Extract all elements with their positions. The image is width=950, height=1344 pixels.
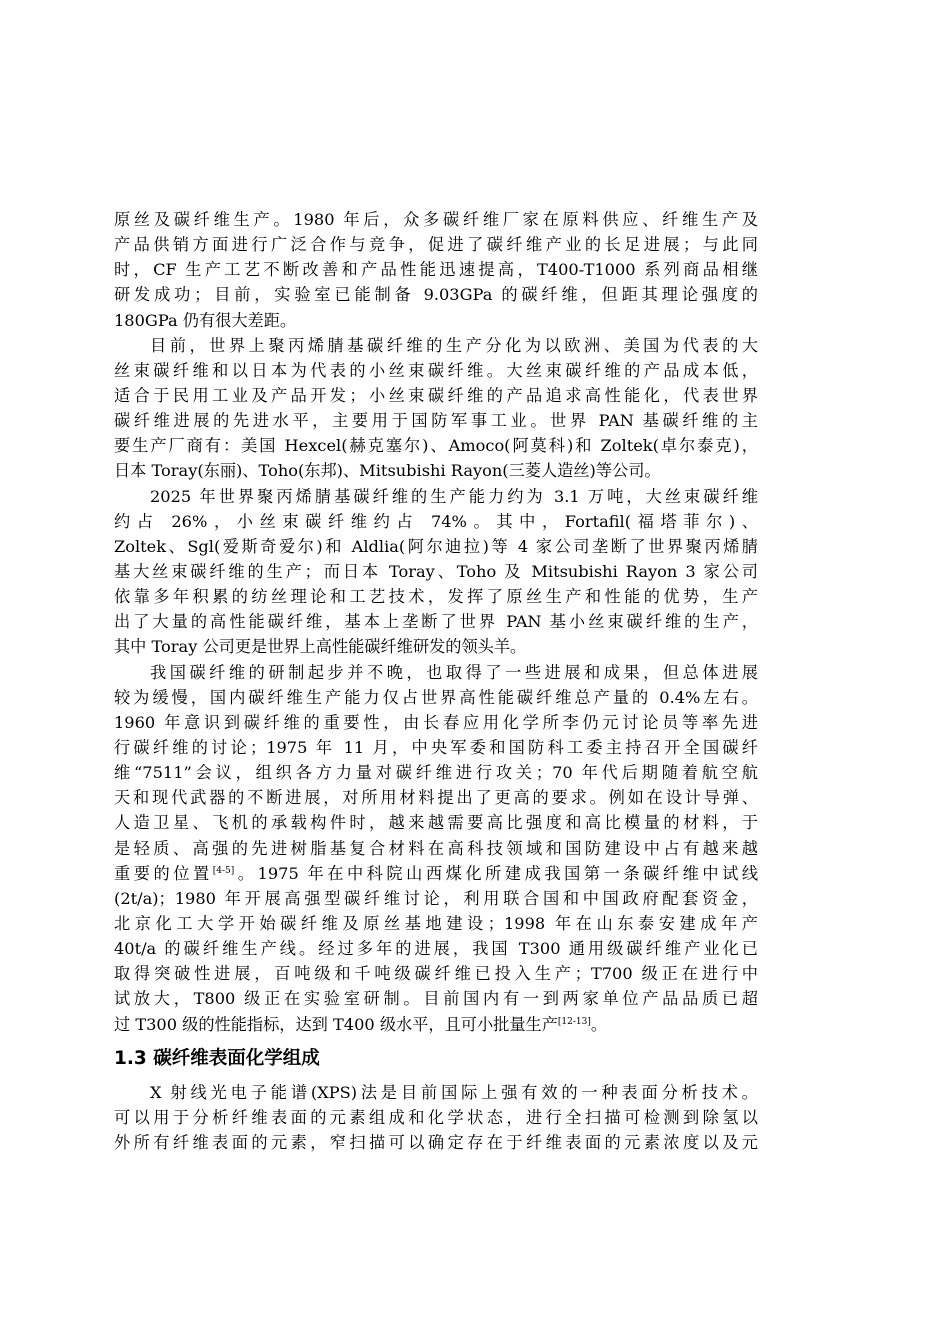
text-line: 时，CF 生产工艺不断改善和产品性能迅速提高，T400-T1000 系列商品相继 [114, 260, 758, 280]
text-line: 依靠多年积累的纺丝理论和工艺技术，发挥了原丝生产和性能的优势，生产 [114, 587, 758, 607]
text-line: 日本 Toray(东丽)、Toho(东邦)、Mitsubishi Rayon(三菱人造丝)等公司。 [114, 461, 661, 481]
text-line-with-citation [114, 861, 758, 886]
text-line: 外所有纤维表面的元素，窄扫描可以确定存在于纤维表面的元素浓度以及元 [114, 1132, 758, 1152]
text-line: 目前，世界上聚丙烯腈基碳纤维的生产分化为以欧洲、美国为代表的大 [150, 335, 758, 355]
text-line: X 射线光电子能谱(XPS)法是目前国际上强有效的一种表面分析技术。 [150, 1082, 758, 1102]
text-span: 过 T300 级的性能指标，达到 T400 级水平，且可小批量生产 [114, 1014, 558, 1034]
text-line: 基大丝束碳纤维的生产；而日本 Toray、Toho 及 Mitsubishi Rayon 3 家公司 [114, 561, 758, 581]
text-line: 产品供销方面进行广泛合作与竞争，促进了碳纤维产业的长足进展；与此同 [114, 235, 758, 255]
text-line: 维“7511”会议，组织各方力量对碳纤维进行攻关；70 年代后期随着航空航 [114, 763, 758, 783]
text-span: 重要的位置 [114, 863, 213, 883]
text-line: 碳纤维进展的先进水平，主要用于国防军事工业。世界 PAN 基碳纤维的主 [114, 411, 758, 431]
text-line: 试放大，T800 级正在实验室研制。目前国内有一到两家单位产品品质已超 [114, 989, 758, 1009]
paragraph-3 [114, 484, 758, 660]
text-line: (2t/a)；1980 年开展高强型碳纤维讨论，利用联合国和中国政府配套资金， [114, 888, 758, 908]
text-line: 人造卫星、飞机的承载构件时，越来越需要高比强度和高比模量的材料，于 [114, 813, 758, 833]
text-line: 原丝及碳纤维生产。1980 年后，众多碳纤维厂家在原料供应、纤维生产及 [114, 210, 758, 229]
text-line: 40t/a 的碳纤维生产线。经过多年的进展，我国 T300 通用级碳纤维产业化已 [114, 939, 758, 959]
text-line: 北京化工大学开始碳纤维及原丝基地建设；1998 年在山东泰安建成年产 [114, 913, 758, 933]
paragraph-1 [114, 207, 758, 333]
paragraph-2 [114, 333, 758, 484]
text-line: Zoltek、Sgl(爱斯奇爱尔)和 Aldlia(阿尔迪拉)等 4 家公司垄断了世界聚丙烯腈 [114, 536, 758, 556]
text-line: 其中 Toray 公司更是世界上高性能碳纤维研发的领头羊。 [114, 637, 527, 657]
text-span: 。1975 年在中科院山西煤化所建成我国第一条碳纤维中试线 [234, 863, 759, 883]
document-page [114, 207, 758, 1155]
text-line: 取得突破性进展，百吨级和千吨级碳纤维已投入生产；T700 级正在进行中 [114, 964, 758, 984]
text-line: 较为缓慢，国内碳纤维生产能力仅占世界高性能碳纤维总产量的 0.4%左右。 [114, 687, 758, 707]
text-line: 丝束碳纤维和以日本为代表的小丝束碳纤维。大丝束碳纤维的产品成本低， [114, 360, 758, 380]
text-span: 。 [590, 1014, 608, 1034]
text-line: 180GPa 仍有很大差距。 [114, 310, 297, 330]
paragraph-4 [114, 660, 758, 1037]
text-line: 是轻质、高强的先进树脂基复合材料在高科技领域和国防建设中占有越来越 [114, 838, 758, 858]
text-line: 我国碳纤维的研制起步并不晚，也取得了一些进展和成果，但总体进展 [150, 662, 758, 682]
text-line: 行碳纤维的讨论；1975 年 11 月，中央军委和国防科工委主持召开全国碳纤 [114, 737, 758, 757]
text-line: 可以用于分析纤维表面的元素组成和化学状态，进行全扫描可检测到除氢以 [114, 1107, 758, 1127]
text-line: 出了大量的高性能碳纤维，基本上垄断了世界 PAN 基小丝束碳纤维的生产， [114, 612, 758, 632]
text-line: 天和现代武器的不断进展，对所用材料提出了更高的要求。例如在设计导弹、 [114, 788, 758, 808]
citation-superscript: [12-13] [557, 1016, 591, 1027]
text-line: 约占 26%，小丝束碳纤维约占 74%。其中，Fortafil(福塔菲尔)、 [114, 511, 758, 531]
text-line-with-citation [114, 1012, 758, 1037]
text-line: 适合于民用工业及产品开发；小丝束碳纤维的产品追求高性能化，代表世界 [114, 385, 758, 405]
section-heading: 1.3 碳纤维表面化学组成 [114, 1047, 320, 1069]
citation-superscript: [4-5] [212, 865, 235, 876]
text-line: 2025 年世界聚丙烯腈基碳纤维的生产能力约为 3.1 万吨，大丝束碳纤维 [150, 486, 758, 506]
text-line: 1960 年意识到碳纤维的重要性，由长春应用化学所李仍元讨论员等率先进 [114, 712, 758, 732]
text-line: 研发成功；目前，实验室已能制备 9.03GPa 的碳纤维，但距其理论强度的 [114, 285, 758, 305]
paragraph-5 [114, 1080, 758, 1155]
text-line: 要生产厂商有：美国 Hexcel(赫克塞尔)、Amoco(阿莫科)和 Zoltek(卓尔泰克)， [114, 436, 758, 456]
